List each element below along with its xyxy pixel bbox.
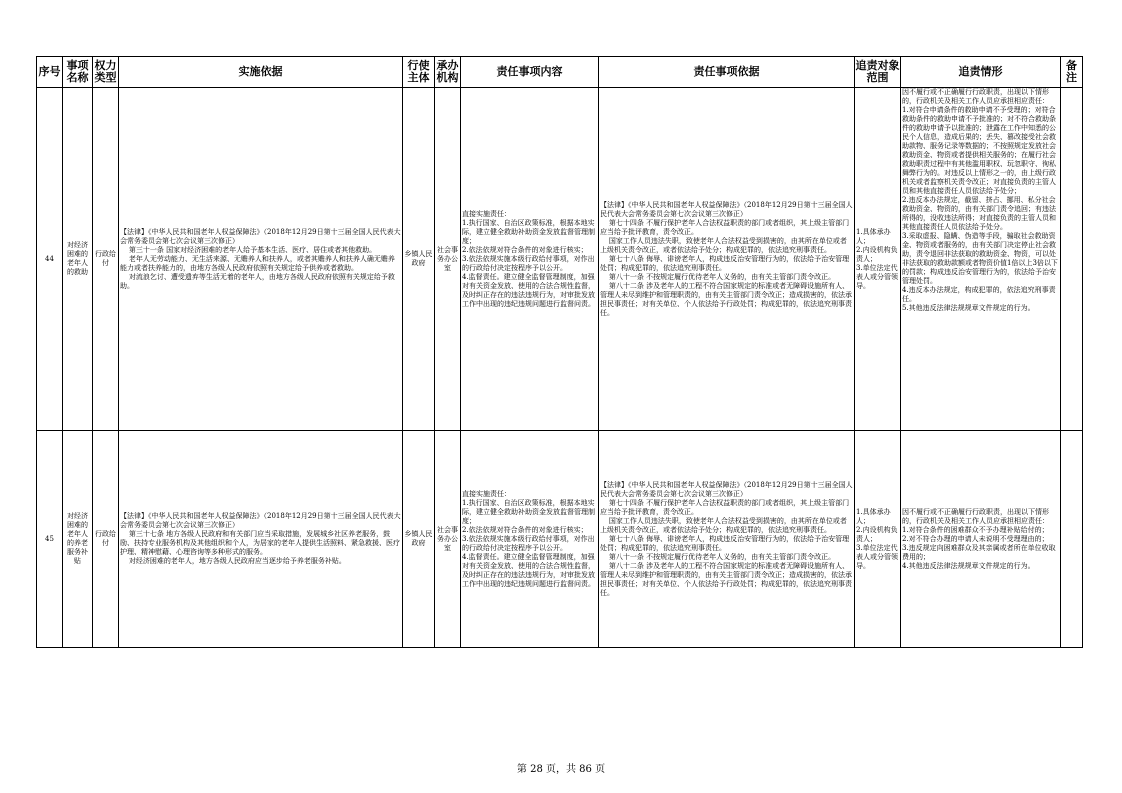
row-agency: 社会事务办公室	[435, 88, 461, 431]
row-accountability-scope: 1.具体承办人； 2.内设机构负责人； 3.单位法定代表人或分管领导。	[855, 88, 901, 431]
header-basis: 实施依据	[119, 57, 403, 88]
row-accountability-cases: 因不履行或不正确履行行政职责，出现以下情形的，行政机关及相关工作人员应承担相应责任： 1.对符合申请条件的救助申请不予受理的；对符合救助条件的救助申请不予批准的；对不符合救助条件的救助申请予以批准的；泄露在工作中知悉的公民个人信息，造成后果的；丢失、篡改接受社会救助款物、服务记录等数据的；不按照规定发放社会救助资金、物资或者提供相关服务的；在履行社会救助职责过程中有其他滥用职权、玩忽职守、徇私舞弊行为的。对违反以上情形之一的，由上级行政机关或者监察机关责令改正；对直接负责的主管人员和其他直接责任人员依法给予处分； 2.违反本办法规定，截留、挤占、挪用、私分社会救助资金、物资的，由有关部门责令追回；有违法所得的，没收违法所得；对直接负责的主管人员和其他直接责任人员依法给予处分。 3.采取虚报、隐瞒、伪造等手段，骗取社会救助资金、物资或者服务的，由有关部门决定停止社会救助，责令退回非法获取的救助资金、物资，可以处非法获取的救助款额或者物资价值1倍以上3倍以下的罚款；构成违反治安管理行为的，依法给予治安管理处罚。 4.违反本办法规定，构成犯罪的，依法追究刑事责任。 5.其他违反法律法规规章文件规定的行为。	[901, 88, 1061, 431]
row-duty-basis: 【法律】《中华人民共和国老年人权益保障法》（2018年12月29日第十三届全国人民代表大会常务委员会第七次会议第三次修正） 第七十四条 不履行保护老年人合法权益职责的部门或者组织，其上级主管部门应当给予批评教育，责令改正。 国家工作人员违法失职，致使老年人合法权益受到损害的，由其所在单位或者上级机关责令改正，或者依法给予处分；构成犯罪的，依法追究刑事责任。 第七十八条 侮辱、诽谤老年人，构成违反治安管理行为的，依法给予治安管理处罚；构成犯罪的，依法追究刑事责任。 第八十一条 不按规定履行优待老年人义务的，由有关主管部门责令改正。 第八十二条 涉及老年人的工程不符合国家规定的标准或者无障碍设施所有人、管理人未尽到维护和管理职责的，由有关主管部门责令改正；造成损害的，依法承担民事责任；对有关单位、个人依法给予行政处罚；构成犯罪的，依法追究刑事责任。	[599, 431, 855, 648]
table-row	[37, 88, 1083, 431]
row-power-type: 行政给付	[93, 431, 119, 648]
row-accountability-scope: 1.具体承办人； 2.内设机构负责人； 3.单位法定代表人或分管领导。	[855, 431, 901, 648]
header-item-name: 事项名称	[63, 57, 93, 88]
row-no: 44	[37, 88, 63, 431]
header-row	[37, 57, 1083, 88]
header-duty-content: 责任事项内容	[461, 57, 599, 88]
row-item-name: 对经济困难的老年人的养老服务补贴	[63, 431, 93, 648]
row-subject: 乡镇人民政府	[403, 431, 435, 648]
row-item-name: 对经济困难的老年人的救助	[63, 88, 93, 431]
row-power-type: 行政给付	[93, 88, 119, 431]
row-basis: 【法律】《中华人民共和国老年人权益保障法》（2018年12月29日第十三届全国人民代表大会常务委员会第七次会议第三次修正） 第三十一条 国家对经济困难的老年人给予基本生活、医疗、居住或者其他救助。 老年人无劳动能力、无生活来源、无赡养人和扶养人，或者其赡养人和扶养人确无赡养能力或者扶养能力的，由地方各级人民政府依照有关规定给予供养或者救助。 对流浪乞讨、遭受遗弃等生活无着的老年人，由地方各级人民政府依照有关规定给予救助。	[119, 88, 403, 431]
header-power-type: 权力类型	[93, 57, 119, 88]
header-accountability-scope: 追责对象范围	[855, 57, 901, 88]
row-remarks	[1061, 431, 1083, 648]
header-duty-basis: 责任事项依据	[599, 57, 855, 88]
row-basis: 【法律】《中华人民共和国老年人权益保障法》（2018年12月29日第十三届全国人民代表大会常务委员会第七次会议第三次修正） 第三十七条 地方各级人民政府和有关部门应当采取措施，发展城乡社区养老服务，鼓励、扶持专业服务机构及其他组织和个人，为居家的老年人提供生活照料、紧急救援、医疗护理、精神慰藉、心理咨询等多种形式的服务。 对经济困难的老年人，地方各级人民政府应当逐步给予养老服务补贴。	[119, 431, 403, 648]
row-accountability-cases: 因不履行或不正确履行行政职责，出现以下情形的，行政机关及相关工作人员应承担相应责任： 1.对符合条件的困难群众不予办理补贴给付的； 2.对不符合办理的申请人未说明不受理理由的； 3.违反规定向困难群众及其亲属或者所在单位收取费用的； 4.其他违反法律法规规章文件规定的行为。	[901, 431, 1061, 648]
page-number: 第 28 页，共 86 页	[516, 764, 606, 775]
header-agency: 承办机构	[435, 57, 461, 88]
row-agency: 社会事务办公室	[435, 431, 461, 648]
row-remarks	[1061, 88, 1083, 431]
header-remarks: 备注	[1061, 57, 1083, 88]
row-no: 45	[37, 431, 63, 648]
table-row	[37, 431, 1083, 648]
row-subject: 乡镇人民政府	[403, 88, 435, 431]
row-duty-basis: 【法律】《中华人民共和国老年人权益保障法》（2018年12月29日第十三届全国人民代表大会常务委员会第七次会议第三次修正） 第七十四条 不履行保护老年人合法权益职责的部门或者组织，其上级主管部门应当给予批评教育，责令改正。 国家工作人员违法失职，致使老年人合法权益受到损害的，由其所在单位或者上级机关责令改正，或者依法给予处分；构成犯罪的，依法追究刑事责任。 第七十八条 侮辱、诽谤老年人，构成违反治安管理行为的，依法给予治安管理处罚；构成犯罪的，依法追究刑事责任。 第八十一条 不按规定履行优待老年人义务的，由有关主管部门责令改正。 第八十二条 涉及老年人的工程不符合国家规定的标准或者无障碍设施所有人、管理人未尽到维护和管理职责的，由有关主管部门责令改正；造成损害的，依法承担民事责任；对有关单位、个人依法给予行政处罚；构成犯罪的，依法追究刑事责任。	[599, 88, 855, 431]
header-accountability-cases: 追责情形	[901, 57, 1061, 88]
row-duty-content: 直接实施责任： 1.执行国家、自治区政策标准，根据本地实际，建立健全救助补助资金发放监督管理制度； 2.依法依规对符合条件的对象进行核实； 3.依法依规实施本级行政给付事项，对作出的行政给付决定按程序予以公开。 4.监督责任。建立健全监督管理制度，加强对有关资金发放、使用的合法合规性监督，及时纠正存在的违法违规行为，对审批发放工作中出现的违纪违规问题进行监督问责。	[461, 431, 599, 648]
header-subject: 行使主体	[403, 57, 435, 88]
header-no: 序号	[37, 57, 63, 88]
responsibility-table	[36, 56, 1083, 648]
row-duty-content: 直接实施责任： 1.执行国家、自治区政策标准，根据本地实际，建立健全救助补助资金发放监督管理制度； 2.依法依规对符合条件的对象进行核实； 3.依法依规实施本级行政给付事项，对作出的行政给付决定按程序予以公开。 4.监督责任。建立健全监督管理制度，加强对有关资金发放、使用的合法合规性监督，及时纠正存在的违法违规行为，对审批发放工作中出现的违纪违规问题进行监督问责。	[461, 88, 599, 431]
